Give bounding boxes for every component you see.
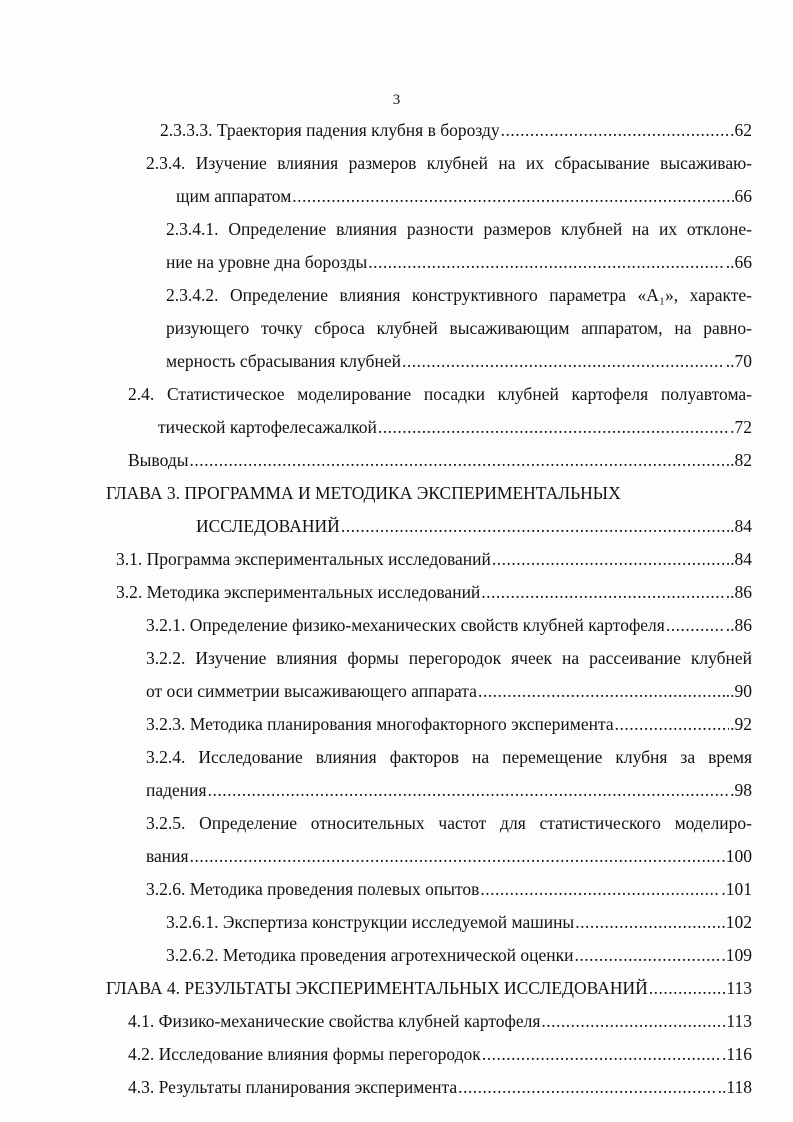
toc-entry <box>146 609 752 642</box>
toc-entry-title: 4.2. Исследование влияния формы перегородок <box>128 1044 481 1064</box>
toc-entry-title-line2: тической картофелесажалкой <box>158 417 377 437</box>
toc-entry-title: 3.2.1. Определение физико-механических свойств клубней картофеля <box>146 615 665 635</box>
leader-dots <box>480 873 720 906</box>
toc-entry <box>116 576 752 609</box>
toc-entry-title-line2: щим аппаратом <box>176 186 292 206</box>
toc-entry-continuation <box>146 774 752 807</box>
leader-dots <box>541 1005 721 1038</box>
toc-entry <box>146 708 752 741</box>
toc-entry-page: .72 <box>730 417 752 437</box>
toc-entry-title: 3.2.6.1. Экспертиза конструкции исследуемой машины <box>166 912 575 932</box>
toc-entry-title: 4.1. Физико-механические свойства клубней картофеля <box>128 1011 541 1031</box>
toc-entry <box>166 213 752 246</box>
toc-entry <box>146 642 752 675</box>
toc-entry-page: ..90 <box>725 681 752 701</box>
leader-dots <box>666 609 725 642</box>
toc-entry-continuation <box>166 312 752 345</box>
toc-entry-title-line2: падения <box>146 780 207 800</box>
leader-dots <box>575 906 720 939</box>
toc-entry-page: .102 <box>721 912 752 932</box>
toc-entry-page: .92 <box>730 714 752 734</box>
toc-entry-title-line2: ризующего точку сброса клубней высаживающим аппаратом, на равно- <box>166 318 752 338</box>
toc-entry <box>128 444 752 477</box>
toc-entry <box>128 1005 752 1038</box>
toc-entry-title-line2: вания <box>146 846 189 866</box>
toc-entry-page: ..118 <box>717 1077 752 1097</box>
toc-entry <box>128 1071 752 1104</box>
toc-entry-title-line1: 3.2.5. Определение относительных частот для статистического моделиро- <box>146 813 752 833</box>
leader-dots <box>575 939 721 972</box>
toc-entry <box>146 807 752 840</box>
toc-entry-page: .98 <box>730 780 752 800</box>
toc-entry-title-line1: 2.3.4.2. Определение влияния конструктивного параметра «А₁», характе- <box>166 285 752 305</box>
toc-chapter-continuation <box>196 510 752 543</box>
leader-dots <box>292 180 733 213</box>
toc-entry-title-line1: 2.3.4.1. Определение влияния разности размеров клубней на их отклоне- <box>166 219 752 239</box>
leader-dots <box>478 675 725 708</box>
leader-dots <box>649 972 726 1005</box>
leader-dots <box>458 1071 717 1104</box>
toc-chapter-title-line2: ИССЛЕДОВАНИЙ <box>196 516 340 536</box>
toc-entry-title: 2.3.3.3. Траектория падения клубня в борозду <box>160 120 500 140</box>
toc-entry-title-line2: от оси симметрии высаживающего аппарата <box>146 681 477 701</box>
leader-dots <box>378 411 729 444</box>
toc-entry <box>128 1038 752 1071</box>
toc-entry <box>166 939 752 972</box>
toc-entry-page: ..82 <box>725 450 752 470</box>
toc-entry-title: 3.2. Методика экспериментальных исследований <box>116 582 481 602</box>
leader-dots <box>402 345 725 378</box>
toc-entry-page: 66 <box>734 186 752 206</box>
toc-entry-page: ..66 <box>725 252 752 272</box>
toc-entry-page: 113 <box>726 978 752 998</box>
leader-dots <box>341 510 729 543</box>
leader-dots <box>368 246 725 279</box>
toc-entry-continuation <box>158 411 752 444</box>
toc-entry-title: 3.2.6.2. Методика проведения агротехнической оценки <box>166 945 574 965</box>
toc-entry <box>166 906 752 939</box>
toc-entry-page: .101 <box>721 879 752 899</box>
toc-entry-continuation <box>176 180 752 213</box>
toc-entry-continuation <box>166 246 752 279</box>
toc-entry <box>146 147 752 180</box>
toc-entry-page: ..86 <box>725 615 752 635</box>
toc-entry-title: 3.2.3. Методика планирования многофакторного эксперимента <box>146 714 614 734</box>
page-number: 3 <box>392 92 401 108</box>
leader-dots <box>481 576 724 609</box>
toc-entry-title-line3: мерность сбрасывания клубней <box>166 351 401 371</box>
toc-entry-title: 4.3. Результаты планирования эксперимента <box>128 1077 458 1097</box>
toc-chapter-title-line1: ГЛАВА 3. ПРОГРАММА И МЕТОДИКА ЭКСПЕРИМЕНТАЛЬНЫХ <box>106 483 621 503</box>
leader-dots <box>189 444 724 477</box>
toc-entry <box>166 279 752 312</box>
toc-entry-continuation <box>166 345 752 378</box>
toc-entry-title-line1: 2.4. Статистическое моделирование посадки клубней картофеля полуавтома- <box>128 384 752 404</box>
leader-dots <box>190 840 721 873</box>
toc-entry-page: .116 <box>722 1044 752 1064</box>
toc-entry-page: .113 <box>722 1011 752 1031</box>
toc-entry-page: ..70 <box>725 351 752 371</box>
toc-entry <box>128 378 752 411</box>
toc-entry <box>146 741 752 774</box>
toc-entry-title: 3.1. Программа экспериментальных исследований <box>116 549 491 569</box>
toc-entry-page: ..86 <box>725 582 752 602</box>
toc-entry <box>146 873 752 906</box>
toc-entry-title-line1: 2.3.4. Изучение влияния размеров клубней на их сбрасывание высаживаю- <box>146 153 752 173</box>
leader-dots <box>482 1038 721 1071</box>
toc-entry-title-line1: 3.2.4. Исследование влияния факторов на перемещение клубня за время <box>146 747 752 767</box>
toc-entry-continuation <box>146 675 752 708</box>
leader-dots <box>615 708 730 741</box>
toc-chapter <box>106 972 752 1005</box>
toc-entry <box>116 543 752 576</box>
leader-dots <box>501 114 730 147</box>
toc-entry <box>160 114 752 147</box>
toc-entry-page: .84 <box>730 549 752 569</box>
toc-entry-page: .84 <box>730 516 752 536</box>
toc-entry-title: 3.2.6. Методика проведения полевых опытов <box>146 879 480 899</box>
toc-entry-page: .109 <box>721 945 752 965</box>
leader-dots <box>492 543 729 576</box>
toc-entry-page: .62 <box>730 120 752 140</box>
toc-entry-page: .100 <box>721 846 752 866</box>
toc-chapter <box>106 477 752 510</box>
toc-entry-title-line2: ние на уровне дна борозды <box>166 252 368 272</box>
leader-dots <box>208 774 730 807</box>
toc-entry-title: Выводы <box>128 450 189 470</box>
toc-entry-title-line1: 3.2.2. Изучение влияния формы перегородок ячеек на рассеивание клубней <box>146 648 752 668</box>
toc-chapter-title: ГЛАВА 4. РЕЗУЛЬТАТЫ ЭКСПЕРИМЕНТАЛЬНЫХ ИССЛЕДОВАНИЙ <box>106 978 648 998</box>
toc-entry-continuation <box>146 840 752 873</box>
